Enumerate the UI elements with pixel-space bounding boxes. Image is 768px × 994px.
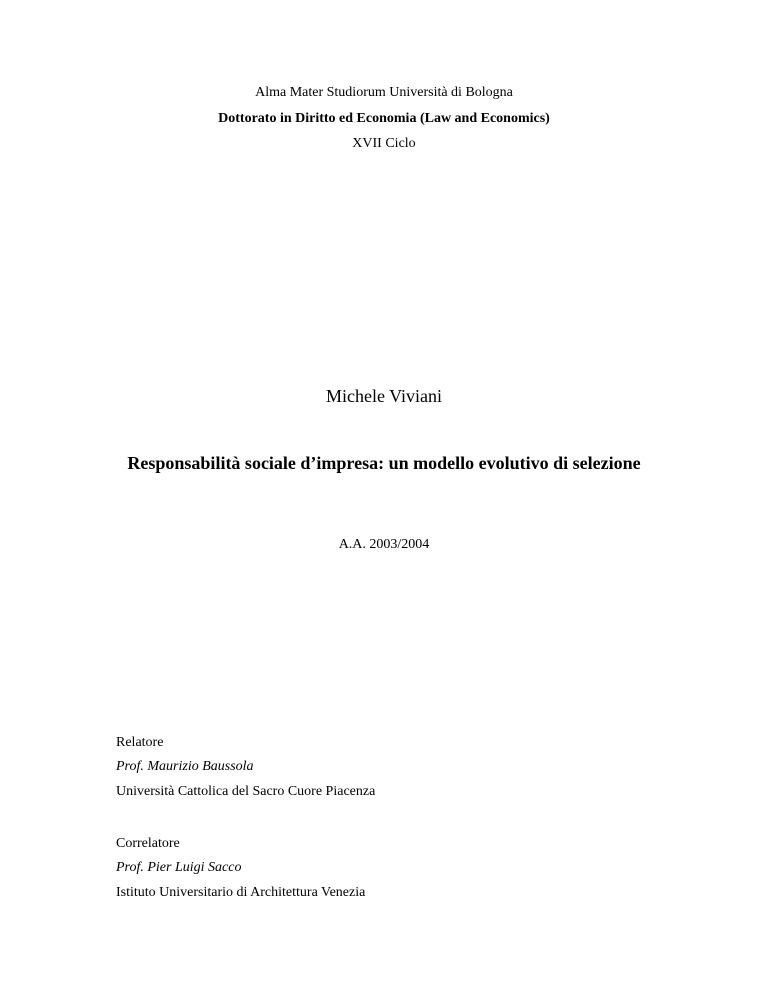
- doctoral-program: Dottorato in Diritto ed Economia (Law and Economics): [218, 111, 550, 126]
- cycle-label: XVII Ciclo: [352, 136, 416, 151]
- co-supervisor-role: Correlatore: [116, 836, 180, 851]
- thesis-title: Responsabilità sociale d’impresa: un modello evolutivo di selezione: [127, 453, 641, 473]
- co-supervisor-institution: Istituto Universitario di Architettura Venezia: [116, 885, 366, 900]
- supervisor-name: Prof. Maurizio Baussola: [116, 759, 254, 774]
- university-name: Alma Mater Studiorum Università di Bologna: [255, 85, 513, 100]
- author-name: Michele Viviani: [325, 386, 443, 406]
- co-supervisor-name: Prof. Pier Luigi Sacco: [116, 860, 242, 875]
- supervisor-institution: Università Cattolica del Sacro Cuore Piacenza: [116, 784, 376, 799]
- academic-year: A.A. 2003/2004: [338, 537, 430, 552]
- supervisor-role: Relatore: [116, 735, 164, 750]
